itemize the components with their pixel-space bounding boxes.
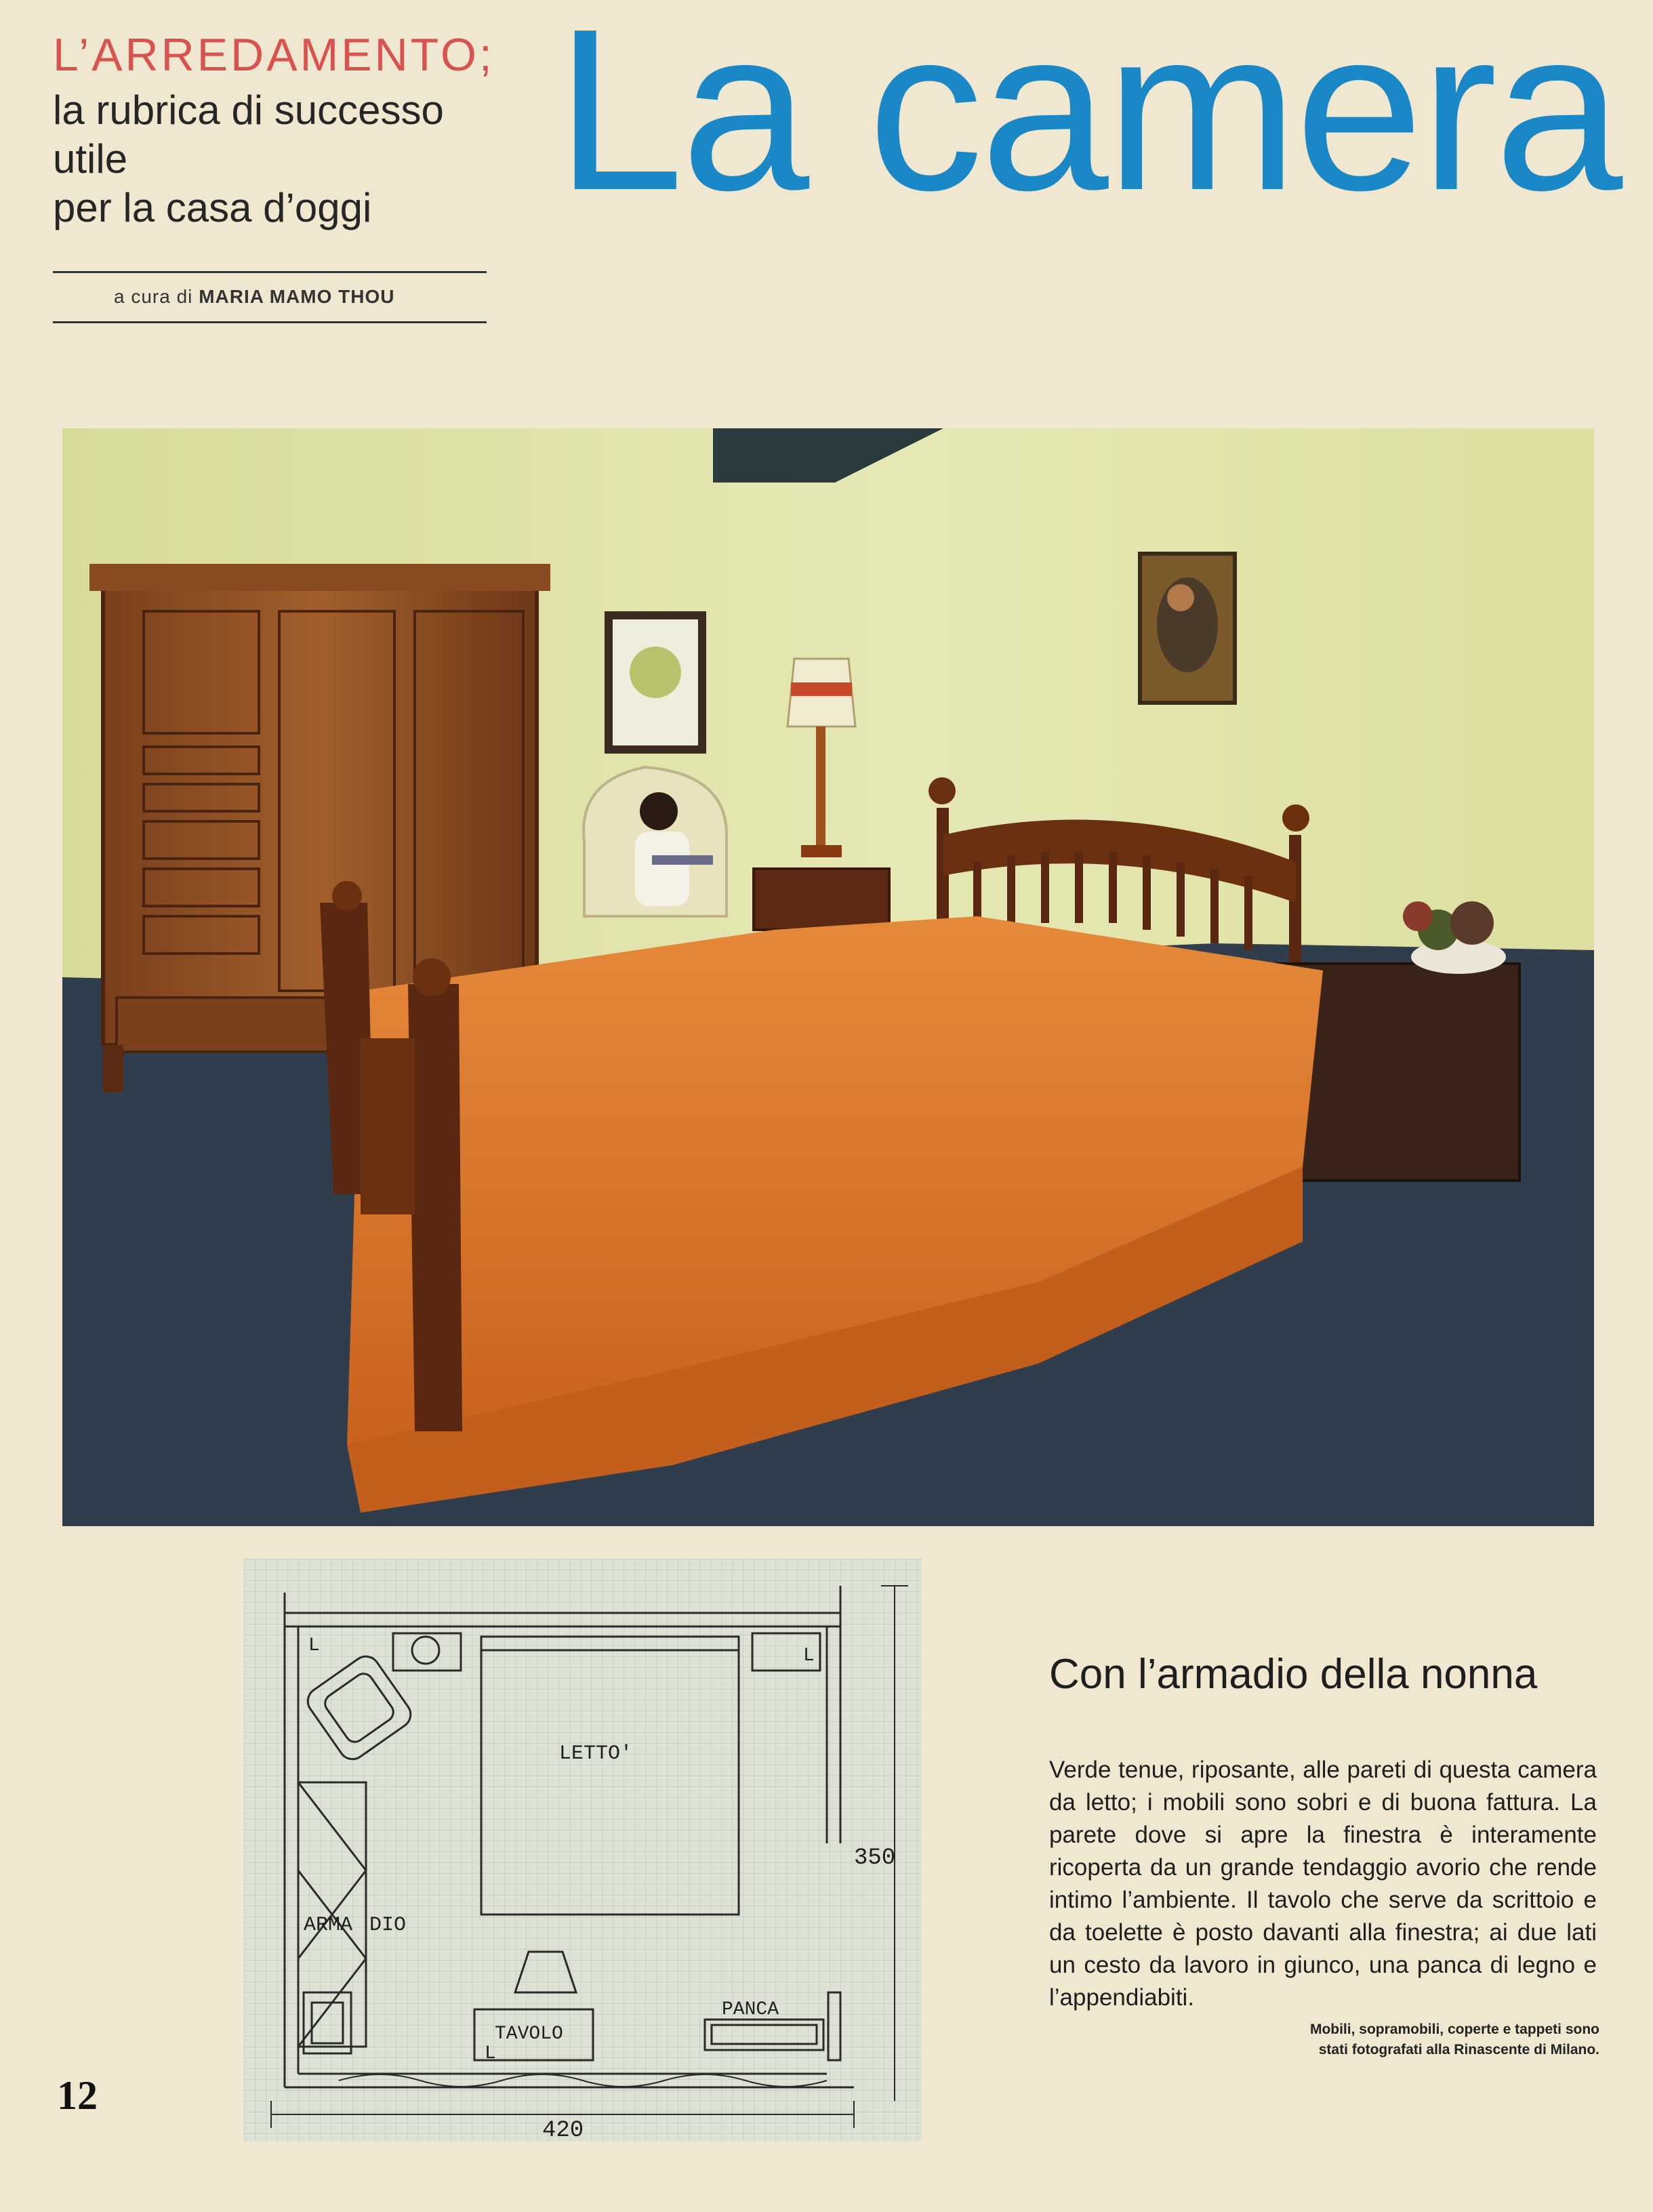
- photo-credit-caption: [1213, 2020, 1599, 2060]
- section-kicker: L’ARREDAMENTO;: [53, 29, 495, 81]
- byline-author: MARIA MAMO THOU: [199, 286, 395, 307]
- byline-prefix: a cura di: [114, 286, 193, 307]
- plan-label-width: 420: [542, 2118, 584, 2142]
- plan-label-wardrobe-right: DIO: [369, 1914, 407, 1937]
- bedroom-photo: [62, 428, 1594, 1526]
- plan-label-wardrobe-left: ARMA: [304, 1914, 353, 1937]
- plan-label-bench: PANCA: [722, 1999, 779, 2020]
- framed-print: [605, 611, 706, 754]
- byline-rule-bottom: [53, 321, 487, 323]
- subtitle-line-1: la rubrica di successo: [53, 87, 444, 133]
- byline-rule-top: [53, 271, 487, 273]
- plan-label-l-1: L: [308, 1635, 320, 1656]
- armchair-with-reader: [584, 767, 727, 916]
- caption-line-1: Mobili, sopramobili, coperte e tappeti sono: [1309, 2022, 1599, 2037]
- religious-icon: [1140, 554, 1235, 703]
- plan-label-table: TAVOLO: [495, 2024, 563, 2045]
- floor-plan: [244, 1559, 922, 2142]
- page-number: 12: [57, 2073, 98, 2118]
- article-body: Verde tenue, riposante, alle pareti di questa camera da letto; i mobili sono sobri e di buona fattura. La parete dove si apre la finestra è interamente ricoperta da un grande tendaggio avorio che rende intimo l’ambiente. Il tavolo che serve da scrittoio e da toelette è posto davanti alla finestra; ai due lati un cesto da lavoro in giunco, una panca di legno e l’appendiabiti.: [1049, 1757, 1597, 2011]
- plan-label-l-2: L: [803, 1645, 815, 1666]
- bed-footpost-right: [408, 984, 462, 1431]
- plan-label-depth: 350: [854, 1845, 896, 1871]
- plan-label-l-3: L: [485, 2043, 496, 2064]
- subtitle-line-2: utile: [53, 136, 128, 182]
- plan-label-bed: LETTO': [559, 1742, 633, 1765]
- nightstand-left: [754, 869, 889, 930]
- page-headline: La camera: [556, 0, 1620, 239]
- article-subhead: Con l’armadio della nonna: [1049, 1651, 1538, 1698]
- subtitle-line-3: per la casa d’oggi: [53, 185, 372, 230]
- byline: [114, 286, 394, 308]
- caption-line-2: stati fotografati alla Rinascente di Milano.: [1318, 2042, 1599, 2057]
